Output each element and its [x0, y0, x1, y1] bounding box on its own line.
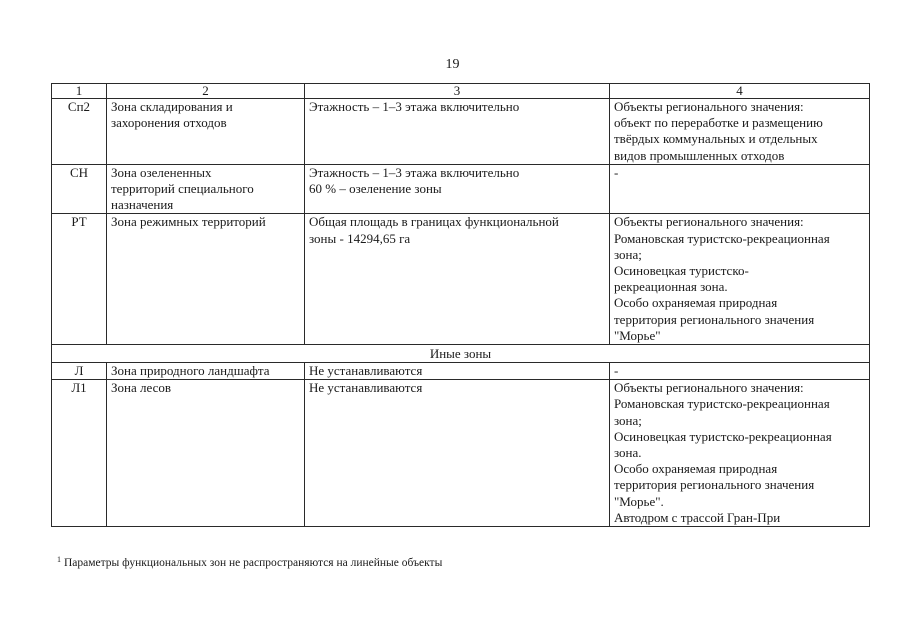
- zone-objects-line: Автодром с трассой Гран-При: [614, 509, 781, 525]
- zone-objects-line: твёрдых коммунальных и отдельных: [614, 131, 818, 147]
- table-row: [52, 164, 870, 214]
- table-row: [52, 99, 870, 165]
- zone-objects-line: Объекты регионального значения:: [614, 380, 804, 396]
- zone-name-line: Зона лесов: [111, 380, 171, 396]
- zone-objects-line: территория регионального значения: [614, 477, 815, 493]
- zone-code: Л: [52, 363, 107, 380]
- column-number-4: 4: [610, 84, 870, 99]
- zone-objects-line: "Морье".: [614, 493, 664, 509]
- zone-objects: [610, 99, 870, 165]
- zone-objects-line: Романовская туристско-рекреационная: [614, 230, 830, 246]
- table-row: [52, 363, 870, 380]
- zone-params: [305, 164, 610, 214]
- zone-objects-line: Объекты регионального значения:: [614, 214, 804, 230]
- zone-objects-line: рекреационная зона.: [614, 279, 728, 295]
- zone-objects-line: Осиновецкая туристско-: [614, 263, 749, 279]
- footnote-marker: 1: [57, 555, 61, 564]
- zone-params-line: 60 % – озеленение зоны: [309, 181, 442, 197]
- zone-objects-line: зона;: [614, 246, 642, 262]
- zone-objects-line: -: [614, 164, 619, 180]
- zone-objects-line: Осиновецкая туристско-рекреационная: [614, 428, 832, 444]
- zone-params-line: зоны - 14294,65 га: [309, 230, 411, 246]
- zone-objects-line: видов промышленных отходов: [614, 147, 785, 163]
- column-number-1: 1: [52, 84, 107, 99]
- zone-objects: [610, 363, 870, 380]
- zone-name: [107, 380, 305, 527]
- zone-params: [305, 380, 610, 527]
- zone-params: [305, 214, 610, 345]
- zone-name: [107, 363, 305, 380]
- zone-code: СН: [52, 164, 107, 214]
- zone-name-line: Зона природного ландшафта: [111, 363, 270, 379]
- zone-objects-line: "Морье": [614, 327, 661, 343]
- zone-objects-line: Романовская туристско-рекреационная: [614, 396, 830, 412]
- zone-code: Сп2: [52, 99, 107, 165]
- zones-table: [51, 83, 870, 527]
- zone-name-line: Зона озелененных: [111, 164, 212, 180]
- zone-objects: [610, 164, 870, 214]
- zone-params-line: Не устанавливаются: [309, 363, 423, 379]
- zone-objects-line: Особо охраняемая природная: [614, 295, 778, 311]
- column-number-3: 3: [305, 84, 610, 99]
- section-row: [52, 345, 870, 363]
- page-number: 19: [445, 57, 460, 72]
- zone-code: Л1: [52, 380, 107, 527]
- column-number-2: 2: [107, 84, 305, 99]
- zone-name-line: Зона складирования и: [111, 99, 233, 114]
- zone-objects-line: территория регионального значения: [614, 311, 815, 327]
- zone-objects-line: зона.: [614, 445, 642, 461]
- zone-name: [107, 99, 305, 165]
- zone-name-line: захоронения отходов: [111, 115, 227, 131]
- zone-params-line: Общая площадь в границах функциональной: [309, 214, 559, 230]
- footnote: [57, 553, 442, 570]
- table-header-row: [52, 84, 870, 99]
- section-title: Иные зоны: [52, 345, 870, 363]
- zone-params-line: Не устанавливаются: [309, 380, 423, 396]
- zone-code: РТ: [52, 214, 107, 345]
- zone-objects-line: -: [614, 363, 619, 379]
- zone-objects-line: Особо охраняемая природная: [614, 461, 778, 477]
- zone-params: [305, 99, 610, 165]
- zone-name-line: территорий специального: [111, 181, 254, 197]
- zone-objects-line: Объекты регионального значения:: [614, 99, 804, 114]
- table-row: [52, 380, 870, 527]
- zone-params-line: Этажность – 1–3 этажа включительно: [309, 99, 520, 114]
- zone-name-line: назначения: [111, 197, 174, 213]
- zone-name-line: Зона режимных территорий: [111, 214, 266, 230]
- zone-params: [305, 363, 610, 380]
- zone-objects: [610, 214, 870, 345]
- table-row: [52, 214, 870, 345]
- zone-objects-line: зона;: [614, 412, 642, 428]
- zone-name: [107, 164, 305, 214]
- zone-name: [107, 214, 305, 345]
- zone-objects: [610, 380, 870, 527]
- footnote-text: Параметры функциональных зон не распространяются на линейные объекты: [64, 557, 443, 569]
- zone-objects-line: объект по переработке и размещению: [614, 115, 823, 131]
- zone-params-line: Этажность – 1–3 этажа включительно: [309, 164, 520, 180]
